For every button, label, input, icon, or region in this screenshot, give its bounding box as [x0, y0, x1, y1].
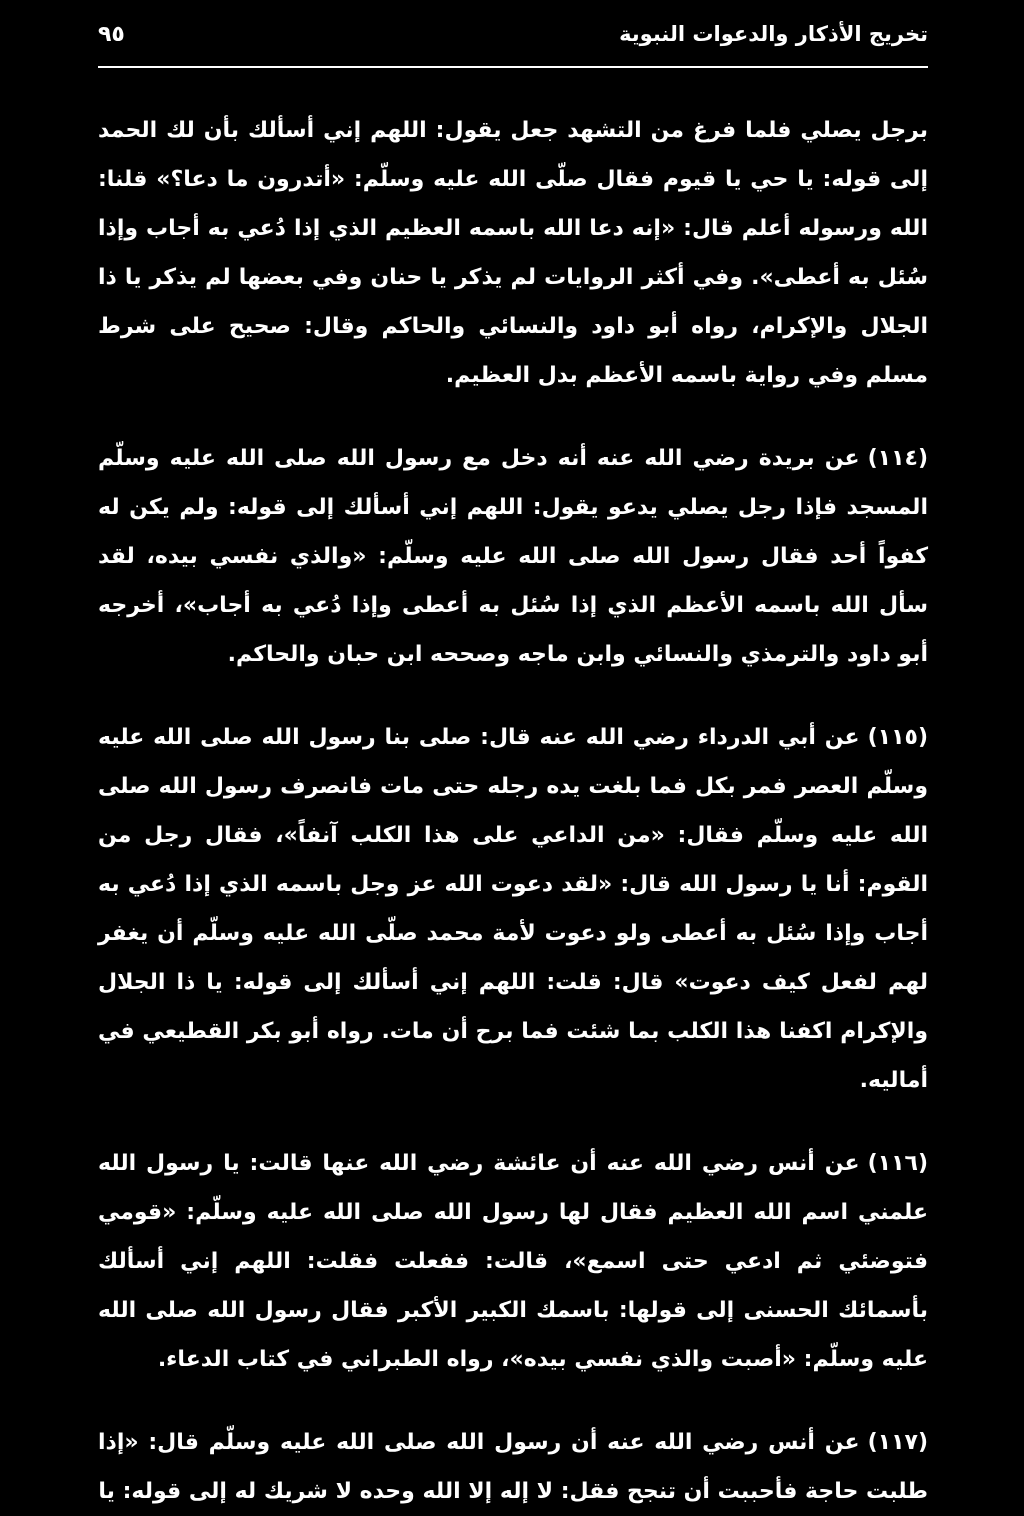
page-header	[98, 22, 928, 68]
hadith-text: عن أبي الدرداء رضي الله عنه قال: صلى بنا رسول الله صلى الله عليه وسلّم العصر فمر بكل فما بلغت يده رجله حتى مات فانصرف رسول الله صلى الله عليه وسلّم فقال: «من الداعي على هذا الكلب آنفاً»، فقال رجل من القوم: أنا يا رسول الله قال: «لقد دعوت الله عز وجل باسمه الذي إذا دُعي به أجاب وإذا سُئل به أعطى ولو دعوت لأمة محمد صلّى الله عليه وسلّم أن يغفر لهم لفعل كيف دعوت» قال: قلت: اللهم إني أسألك إلى قوله: يا ذا الجلال والإكرام اكفنا هذا الكلب بما شئت فما برح أن مات. رواه أبو بكر القطيعي في أماليه.	[98, 725, 928, 1093]
hadith-116	[98, 1139, 928, 1384]
running-title: تخريج الأذكار والدعوات النبوية	[619, 22, 928, 46]
page-body	[98, 106, 928, 1516]
hadith-number: (١١٦)	[867, 1151, 928, 1176]
hadith-114	[98, 434, 928, 679]
hadith-115	[98, 713, 928, 1105]
hadith-117	[98, 1418, 928, 1516]
hadith-number: (١١٥)	[867, 725, 928, 750]
page-number: ٩٥	[98, 22, 125, 47]
hadith-text: عن أنس رضي الله عنه أن عائشة رضي الله عنها قالت: يا رسول الله علمني اسم الله العظيم فقال لها رسول الله صلى الله عليه وسلّم: «قومي فتوضئي ثم ادعي حتى اسمع»، قالت: ففعلت فقلت: اللهم إني أسألك بأسمائك الحسنى إلى قولها: باسمك الكبير الأكبر فقال رسول الله صلى الله عليه وسلّم: «أصبت والذي نفسي بيده»، رواه الطبراني في كتاب الدعاء.	[98, 1151, 928, 1372]
hadith-number: (١١٧)	[867, 1430, 928, 1455]
hadith-number: (١١٤)	[867, 446, 928, 471]
paragraph-continuation	[98, 106, 928, 400]
paragraph-text: برجل يصلي فلما فرغ من التشهد جعل يقول: اللهم إني أسألك بأن لك الحمد إلى قوله: يا حي يا قيوم فقال صلّى الله عليه وسلّم: «أتدرون ما دعا؟» قلنا: الله ورسوله أعلم قال: «إنه دعا الله باسمه العظيم الذي إذا دُعي به أجاب وإذا سُئل به أعطى». وفي أكثر الروايات لم يذكر يا حنان وفي بعضها لم يذكر يا ذا الجلال والإكرام، رواه أبو داود والنسائي والحاكم وقال: صحيح على شرط مسلم وفي رواية باسمه الأعظم بدل العظيم.	[98, 118, 928, 388]
hadith-text: عن أنس رضي الله عنه أن رسول الله صلى الله عليه وسلّم قال: «إذا طلبت حاجة فأحببت أن تنجح فقل: لا إله إلا الله وحده لا شريك له إلى قوله: يا	[98, 1430, 928, 1504]
hadith-text: عن بريدة رضي الله عنه أنه دخل مع رسول الله صلى الله عليه وسلّم المسجد فإذا رجل يصلي يدعو يقول: اللهم إني أسألك إلى قوله: ولم يكن له كفواً أحد فقال رسول الله صلى الله عليه وسلّم: «والذي نفسي بيده، لقد سأل الله باسمه الأعظم الذي إذا سُئل به أعطى وإذا دُعي به أجاب»، أخرجه أبو داود والترمذي والنسائي وابن ماجه وصححه ابن حبان والحاكم.	[98, 446, 928, 667]
